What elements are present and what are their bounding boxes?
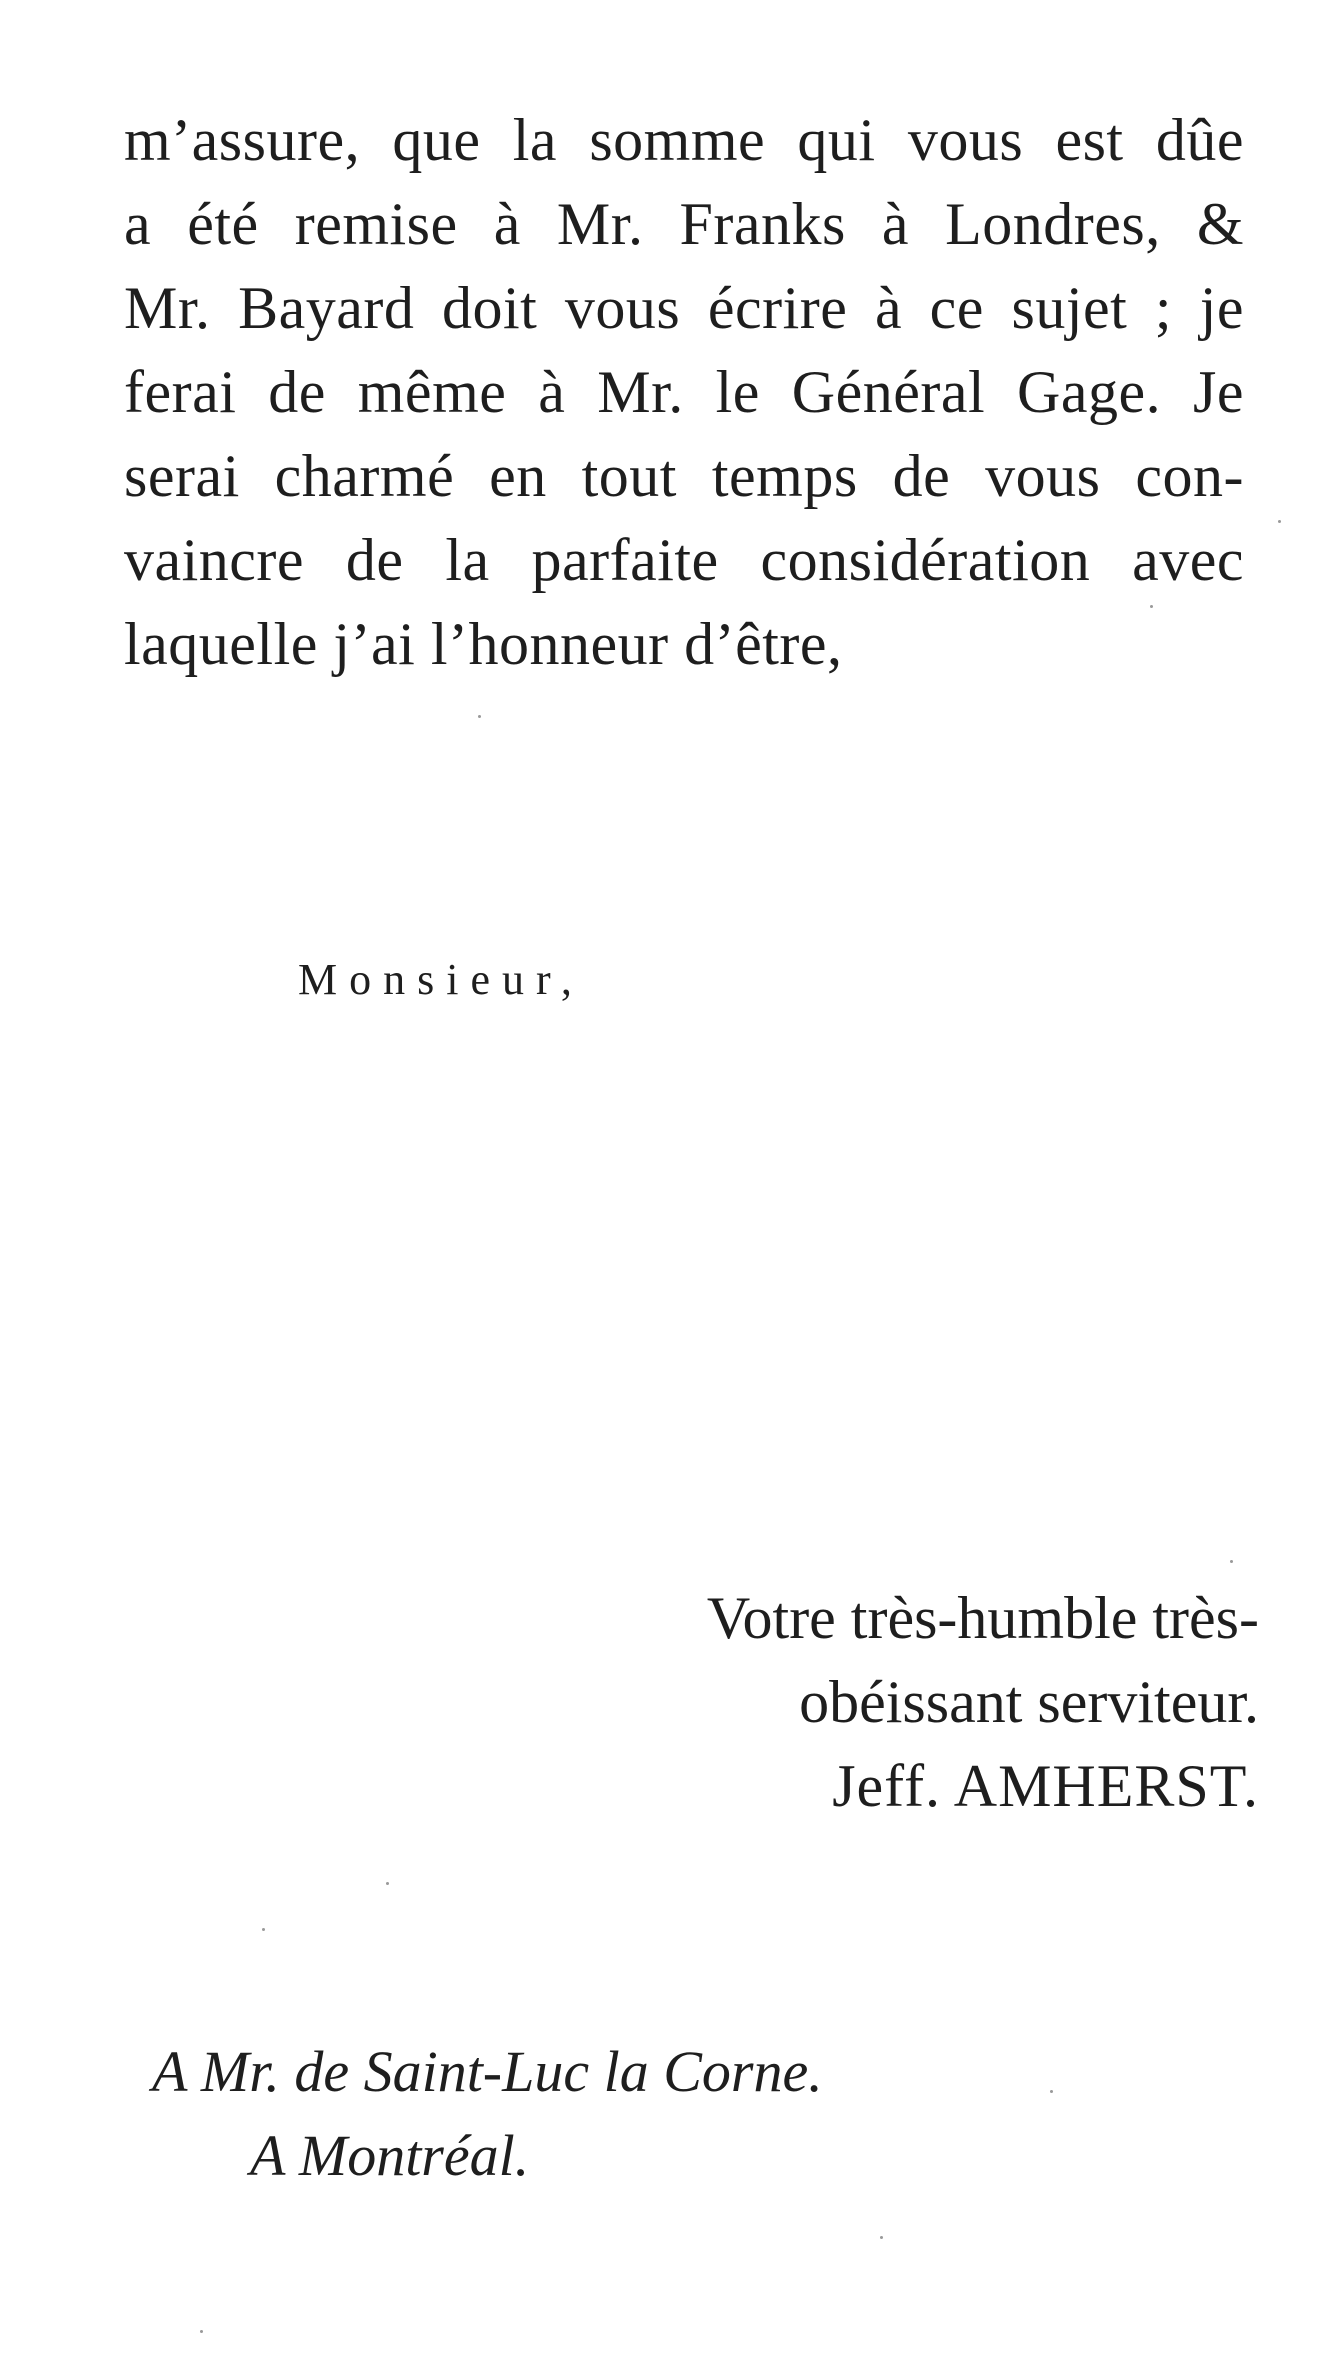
- paper-speck: [200, 2330, 203, 2333]
- paper-speck: [262, 1928, 265, 1931]
- letter-body: [124, 98, 1244, 686]
- paper-speck: [478, 715, 481, 718]
- closing-line: obéissant serviteur.: [799, 1669, 1259, 1735]
- body-line: ferai de même à Mr. le Général Gage. Je: [124, 359, 1244, 425]
- closing-line: Votre très-humble très-: [706, 1585, 1259, 1651]
- paper-speck: [1150, 605, 1153, 608]
- salutation: Monsieur,: [298, 955, 584, 1004]
- address-line: A Mr. de Saint-Luc la Corne.: [152, 2039, 823, 2104]
- body-line: serai charmé en tout temps de vous con-: [124, 443, 1244, 509]
- body-line: vaincre de la parfaite considération avec: [124, 527, 1244, 593]
- paper-speck: [880, 2236, 883, 2239]
- paper-speck: [1278, 520, 1281, 523]
- body-line: a été remise à Mr. Franks à Londres, &: [124, 191, 1244, 257]
- address-block: [152, 2030, 823, 2198]
- body-line: laquelle j’ai l’honneur d’être,: [124, 611, 843, 677]
- signature: Jeff. AMHERST.: [832, 1753, 1259, 1819]
- address-line: A Montréal.: [250, 2123, 530, 2188]
- body-line: m’assure, que la somme qui vous est dûe: [124, 107, 1244, 173]
- paper-speck: [1230, 1560, 1233, 1563]
- paper-speck: [386, 1882, 389, 1885]
- paper-speck: [1050, 2090, 1053, 2093]
- closing-block: [707, 1576, 1259, 1828]
- body-line: Mr. Bayard doit vous écrire à ce sujet ; je: [124, 275, 1244, 341]
